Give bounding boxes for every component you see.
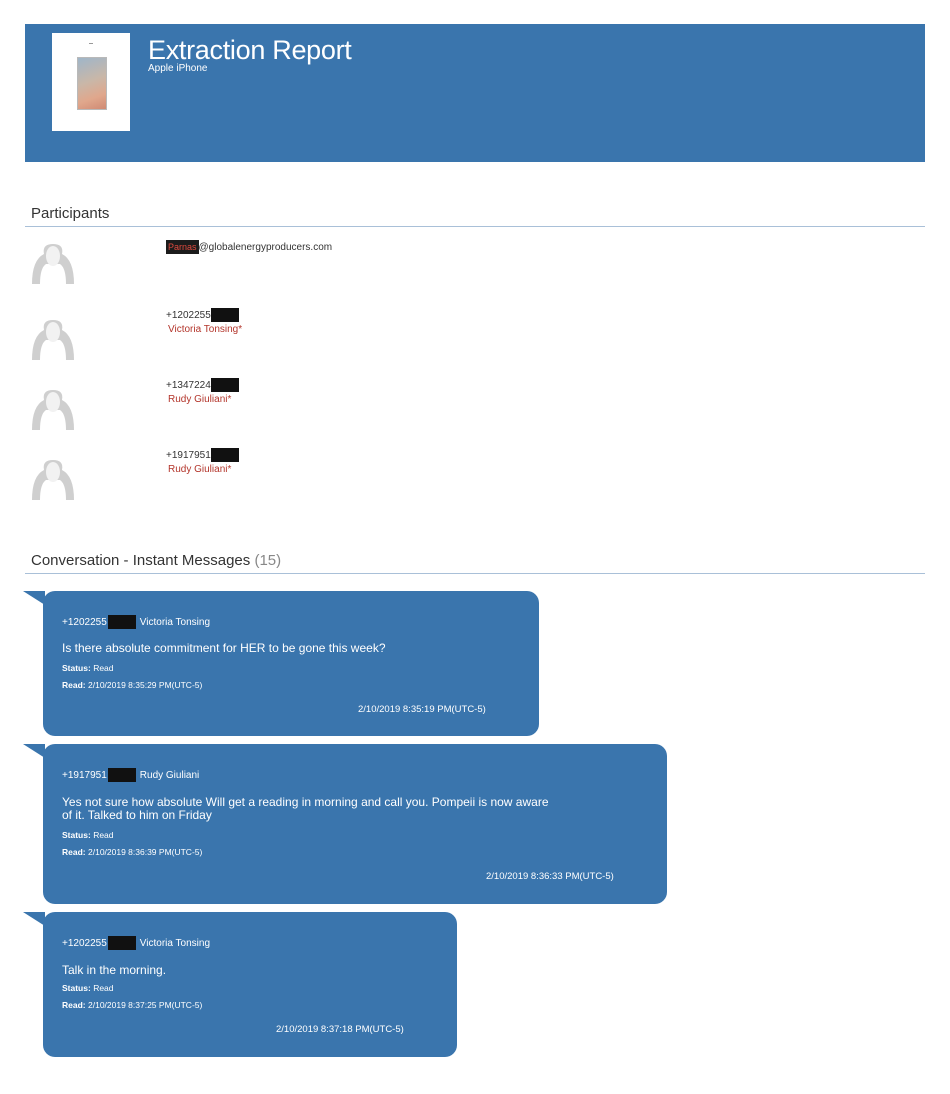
participants-heading: Participants	[31, 205, 110, 222]
report-device-name: Apple iPhone	[148, 63, 208, 74]
message-sender: +1202255 Victoria Tonsing	[62, 937, 211, 949]
avatar-placeholder-icon	[30, 240, 76, 284]
report-title: Extraction Report	[148, 35, 352, 65]
participant-item	[30, 448, 630, 508]
message-text-line: of it. Talked to him on Friday	[62, 808, 212, 822]
avatar-placeholder-icon	[30, 456, 76, 500]
bubble-tail	[23, 744, 45, 758]
message-read-time: Read: 2/10/2019 8:36:39 PM(UTC-5)	[62, 847, 203, 857]
report-header	[25, 24, 925, 162]
redaction-bar	[211, 308, 239, 322]
message-text-line: Yes not sure how absolute Will get a reading in morning and call you. Pompeii is now aware	[62, 795, 549, 809]
participant-phone: +1202255	[166, 308, 239, 322]
bubble-tail	[23, 591, 45, 605]
redaction-bar	[211, 378, 239, 392]
sender-name: Victoria Tonsing	[139, 937, 211, 949]
message-read-time: Read: 2/10/2019 8:35:29 PM(UTC-5)	[62, 680, 203, 690]
participant-name: Rudy Giuliani*	[168, 464, 232, 475]
redaction-bar	[108, 615, 136, 629]
participants-divider	[25, 226, 925, 227]
sender-name: Rudy Giuliani	[139, 769, 200, 781]
message-timestamp: 2/10/2019 8:35:19 PM(UTC-5)	[358, 704, 486, 715]
message-text: Is there absolute commitment for HER to be gone this week?	[62, 641, 386, 655]
participant-address	[166, 240, 332, 254]
message-read-time: Read: 2/10/2019 8:37:25 PM(UTC-5)	[62, 1000, 203, 1010]
message-status: Status: Read	[62, 830, 114, 840]
redaction-bar	[211, 448, 239, 462]
participant-item	[30, 240, 630, 300]
conversation-heading: Conversation - Instant Messages (15)	[31, 552, 282, 569]
conversation-divider	[25, 573, 925, 574]
participant-phone: +1917951	[166, 448, 239, 462]
phone-screen-image	[77, 57, 107, 110]
participant-item	[30, 308, 630, 368]
message-timestamp: 2/10/2019 8:36:33 PM(UTC-5)	[486, 871, 614, 882]
bubble-tail	[23, 912, 45, 926]
participant-name: Rudy Giuliani*	[168, 394, 232, 405]
redacted-name: Parnas	[168, 242, 197, 252]
avatar-placeholder-icon	[30, 316, 76, 360]
participant-phone: +1347224	[166, 378, 239, 392]
message-status: Status: Read	[62, 663, 114, 673]
device-image	[52, 33, 130, 131]
message-sender: +1917951 Rudy Giuliani	[62, 769, 200, 781]
sender-name: Victoria Tonsing	[139, 616, 211, 628]
message-bubble	[43, 912, 457, 1057]
redaction-bar	[108, 768, 136, 782]
participant-email-domain: @globalenergyproducers.com	[198, 241, 333, 253]
participant-name: Victoria Tonsing*	[168, 324, 243, 335]
message-count: (15)	[254, 552, 282, 569]
message-sender: +1202255 Victoria Tonsing	[62, 616, 211, 628]
message-text: Talk in the morning.	[62, 963, 167, 977]
device-camera-dot	[89, 43, 93, 44]
message-timestamp: 2/10/2019 8:37:18 PM(UTC-5)	[276, 1024, 404, 1035]
avatar-placeholder-icon	[30, 386, 76, 430]
message-bubble	[43, 591, 539, 736]
message-bubble	[43, 744, 667, 904]
message-status: Status: Read	[62, 983, 114, 993]
redaction-bar	[108, 936, 136, 950]
participant-item	[30, 378, 630, 438]
